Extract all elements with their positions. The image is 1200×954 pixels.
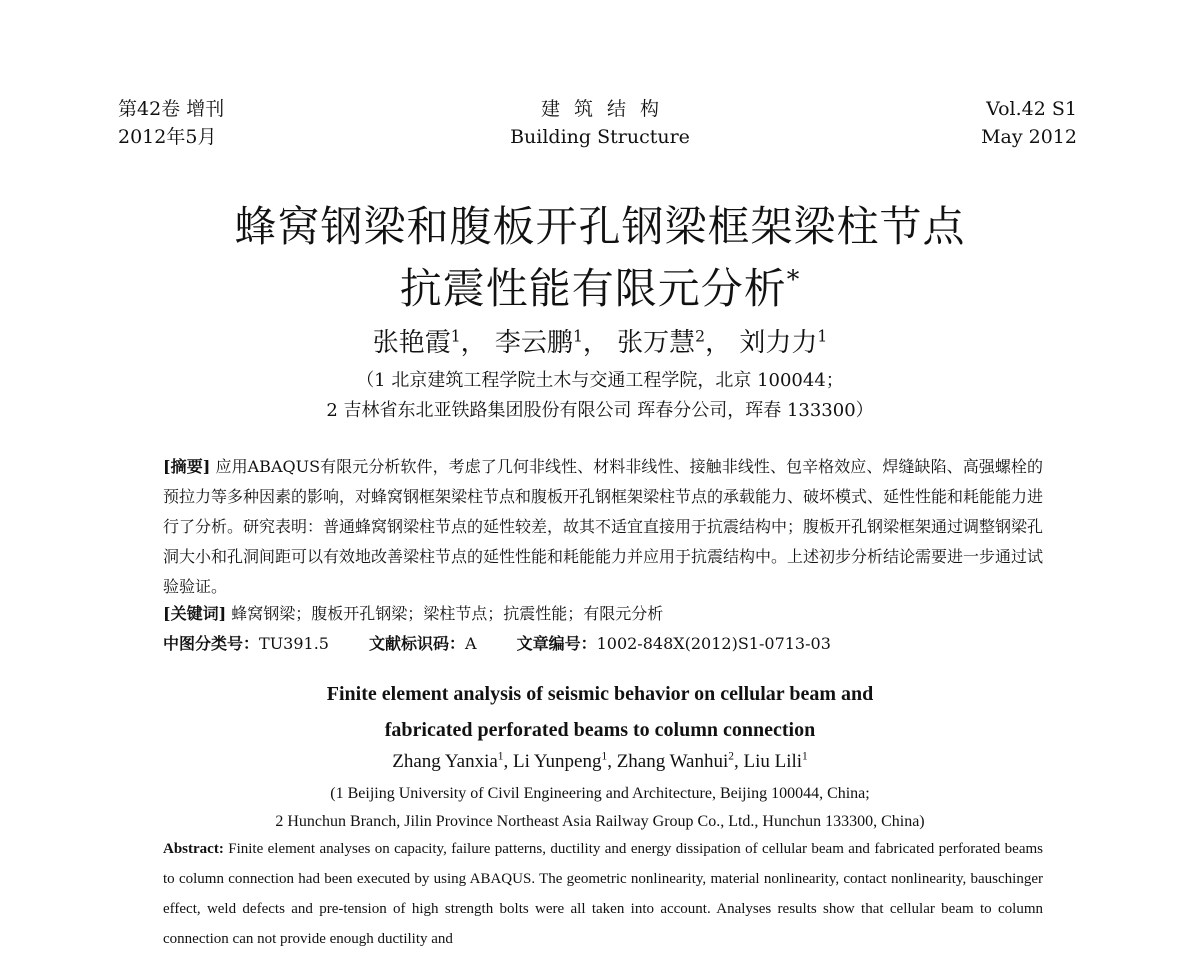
doc-code-value: A [465, 634, 477, 653]
author-cn: 李云鹏$^1$， [494, 327, 618, 358]
author-cn: 刘力力$^1$ [739, 327, 828, 358]
author-cn: 张万慧$^2$， [617, 327, 740, 358]
abstract-cn-label: [摘要] [163, 457, 211, 476]
affiliations-cn [0, 366, 1200, 426]
journal-volume-info [981, 95, 1077, 151]
issue-volume: 第42卷 增刊 [118, 98, 225, 120]
author-en: Zhang Yanxia$^1$, [392, 750, 513, 772]
article-number-label: 文章编号： [516, 634, 597, 653]
affiliation-cn-2: 2 吉林省东北亚铁路集团股份有限公司 珲春分公司，珲春 133300） [326, 400, 874, 421]
clc-value: TU391.5 [259, 634, 329, 653]
author-cn: 张艳霞$^1$， [372, 327, 495, 358]
funding-mark: * [786, 265, 801, 294]
affiliation-en-2: 2 Hunchun Branch, Jilin Province Northeast Asia Railway Group Co., Ltd., Hunchun 133300, China) [275, 813, 925, 830]
doc-code-label: 文献标识码： [368, 634, 465, 653]
author-en: Zhang Wanhui$^2$, [616, 750, 744, 772]
keywords-cn-text: 蜂窝钢梁；腹板开孔钢梁；梁柱节点；抗震性能；有限元分析 [231, 604, 664, 623]
title-cn-line2: 抗震性能有限元分析* [399, 264, 801, 313]
affiliations-en [0, 780, 1200, 836]
classification-line [163, 631, 831, 657]
paper-title-cn [0, 196, 1200, 320]
affiliation-en-1: (1 Beijing University of Civil Engineering and Architecture, Beijing 100044, China; [330, 785, 870, 802]
abstract-en-text: Finite element analyses on capacity, failure patterns, ductility and energy dissipation of cellular beam and fabricated perforated beams to column connection had been executed by using ABAQUS. The geometric nonlinearity, material nonlinearity, contact nonlinearity, bauschinger effect, weld defects and pre-tension of high strength bolts were all taken into account. Analyses results show that cellular beam to column connection can not provide enough ductility and [163, 841, 1044, 947]
abstract-en-label: Abstract: [163, 841, 224, 857]
abstract-cn [163, 452, 1043, 602]
journal-name-en: Building Structure [510, 126, 690, 148]
date-en: May 2012 [981, 126, 1077, 148]
affiliation-cn-1: （1 北京建筑工程学院土木与交通工程学院，北京 100044； [356, 370, 844, 391]
title-cn-line1: 蜂窝钢梁和腹板开孔钢梁框架梁柱节点 [234, 202, 966, 251]
keywords-cn-label: [关键词] [163, 604, 227, 623]
abstract-en [163, 834, 1043, 954]
title-en-line2: fabricated perforated beams to column connection [384, 719, 816, 741]
article-number-value: 1002-848X(2012)S1-0713-03 [596, 634, 831, 653]
volume-en: Vol.42 S1 [986, 98, 1077, 120]
authors-cn [0, 326, 1200, 360]
author-en: Liu Lili$^1$ [743, 750, 808, 772]
clc-label: 中图分类号： [163, 634, 260, 653]
abstract-cn-text: 应用ABAQUS有限元分析软件，考虑了几何非线性、材料非线性、接触非线性、包辛格效应、焊缝缺陷、高强螺栓的预拉力等多种因素的影响，对蜂窝钢框架梁柱节点和腹板开孔钢框架梁柱节点的承载能力、破坏模式、延性性能和耗能能力进行了分析。研究表明：普通蜂窝钢梁柱节点的延性较差，故其不适宜直接用于抗震结构中；腹板开孔钢梁框架通过调整钢梁孔洞大小和孔洞间距可以有效地改善梁柱节点的延性性能和耗能能力并应用于抗震结构中。上述初步分析结论需要进一步通过试验验证。 [163, 457, 1044, 596]
paper-title-en [0, 676, 1200, 748]
authors-en [0, 748, 1200, 776]
journal-name-cn: 建筑结构 [540, 98, 673, 120]
keywords-cn [163, 601, 663, 627]
issue-date: 2012年5月 [118, 126, 217, 148]
title-en-line1: Finite element analysis of seismic behavior on cellular beam and [326, 683, 874, 705]
author-en: Li Yunpeng$^1$, [513, 750, 617, 772]
